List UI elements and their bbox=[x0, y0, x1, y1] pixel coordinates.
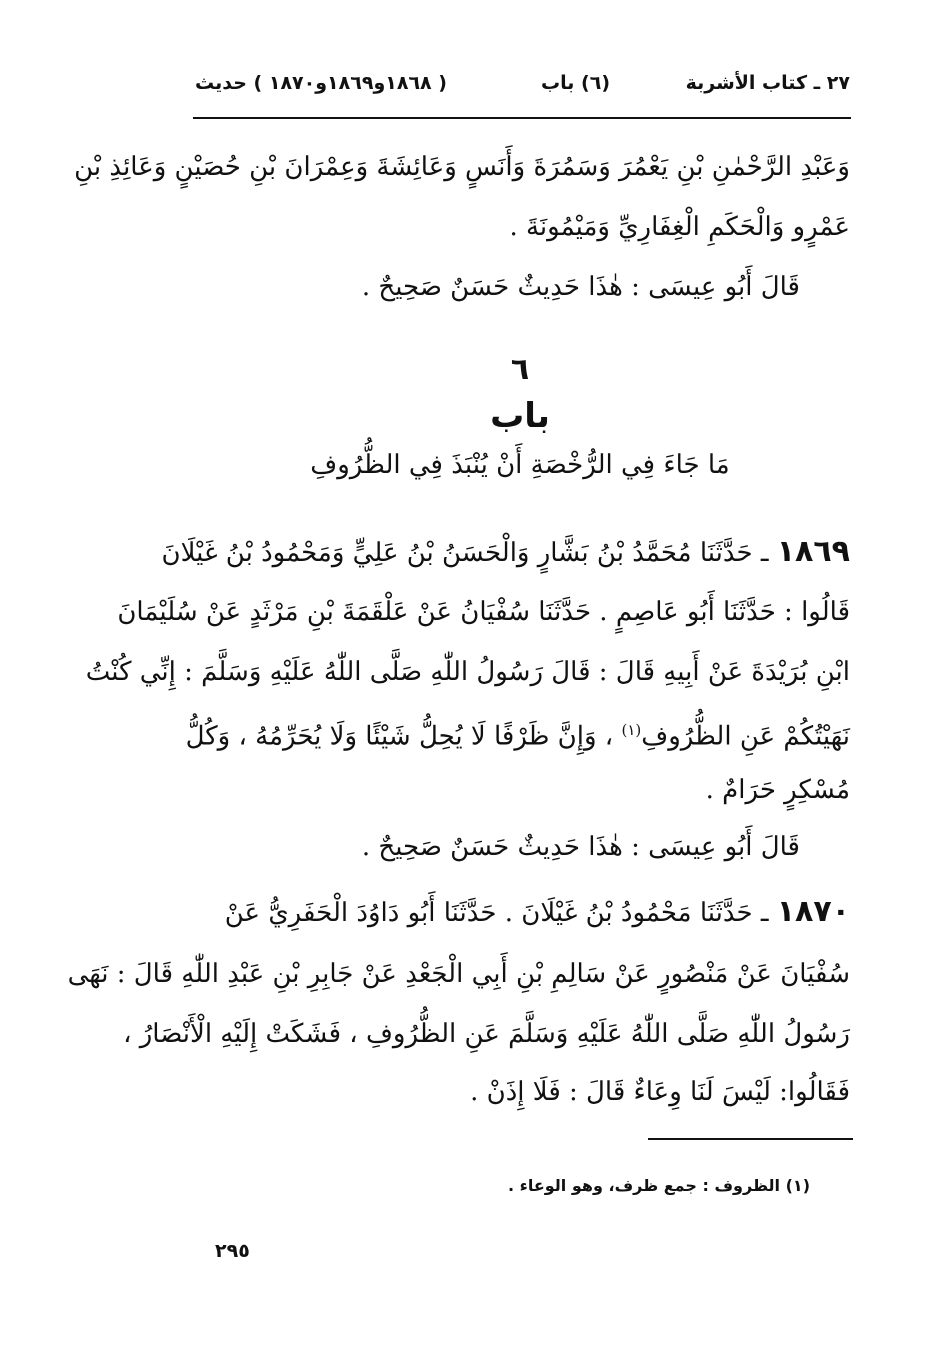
hadith-1869-line-3: ابْنِ بُرَيْدَةَ عَنْ أَبِيهِ قَالَ : قَالَ رَسُولُ اللّٰهِ صَلَّى اللّٰهُ عَلَيْهِ وَسَلَّمَ : إِنِّي كُنْتُ bbox=[85, 657, 850, 687]
running-head-book-title: ٢٧ ـ كتاب الأشربة bbox=[685, 72, 850, 94]
chapter-title: مَا جَاءَ فِي الرُّخْصَةِ أَنْ يُنْبَذَ فِي الظُّرُوفِ bbox=[310, 450, 730, 480]
page-number: ٢٩٥ bbox=[215, 1240, 250, 1262]
footnote: (١) الظروف : جمع ظرف، وهو الوعاء . bbox=[507, 1176, 810, 1195]
running-head-hadith-range: ( ١٨٦٨و١٨٦٩و١٨٧٠ ) حديث bbox=[195, 72, 447, 94]
hadith-1869-line-4 bbox=[185, 713, 850, 754]
hadith-text: ـ حَدَّثَنَا مُحَمَّدُ بْنُ بَشَّارٍ وَالْحَسَنُ بْنُ عَلِيٍّ وَمَحْمُودُ بْنُ غَيْلَانَ bbox=[161, 538, 769, 568]
hadith-text: نَهَيْتُكُمْ عَنِ الظُّرُوفِ bbox=[641, 721, 850, 752]
footnote-divider bbox=[648, 1138, 853, 1140]
hadith-1869-line-1 bbox=[161, 534, 850, 570]
hadith-number: ١٨٧٠ bbox=[776, 894, 850, 929]
hadith-1869-grading: قَالَ أَبُو عِيسَى : هٰذَا حَدِيثٌ حَسَنٌ صَحِيحٌ . bbox=[361, 832, 800, 862]
chapter-heading: باب bbox=[490, 396, 550, 436]
hadith-1870-line-4: فَقَالُوا: لَيْسَ لَنَا وِعَاءٌ قَالَ : فَلَا إِذَنْ . bbox=[470, 1077, 850, 1107]
chapter-number: ٦ bbox=[510, 352, 530, 387]
hadith-1870-line-3: رَسُولُ اللّٰهِ صَلَّى اللّٰهُ عَلَيْهِ وَسَلَّمَ عَنِ الظُّرُوفِ ، فَشَكَتْ إِلَيْهِ الْأَنْصَارُ ، bbox=[123, 1019, 850, 1049]
intro-line-2: عَمْرٍو وَالْحَكَمِ الْغِفَارِيِّ وَمَيْمُونَةَ . bbox=[509, 212, 850, 242]
footnote-reference: (١) bbox=[621, 721, 642, 739]
hadith-1869-line-5: مُسْكِرٍ حَرَامٌ . bbox=[705, 775, 850, 805]
hadith-number: ١٨٦٩ bbox=[776, 534, 850, 569]
hadith-1870-line-1 bbox=[195, 895, 850, 930]
intro-grading: قَالَ أَبُو عِيسَى : هٰذَا حَدِيثٌ حَسَنٌ صَحِيحٌ . bbox=[361, 272, 800, 302]
hadith-text: ، وَإِنَّ ظَرْفًا لَا يُحِلُّ شَيْئًا وَلَا يُحَرِّمُهُ ، وَكُلُّ bbox=[185, 721, 614, 752]
hadith-text: ـ حَدَّثَنَا مَحْمُودُ بْنُ غَيْلَانَ . حَدَّثَنَا أَبُو دَاوُدَ الْحَفَرِيُّ عَنْ bbox=[224, 898, 769, 928]
intro-line-1: وَعَبْدِ الرَّحْمٰنِ بْنِ يَعْمُرَ وَسَمُرَةَ وَأَنَسٍ وَعَائِشَةَ وَعِمْرَانَ بْنِ حُصَيْنٍ وَعَائِذِ بْنِ bbox=[74, 152, 850, 182]
running-head bbox=[195, 72, 850, 108]
running-head-chapter: (٦) باب bbox=[541, 72, 610, 94]
hadith-1870-line-2: سُفْيَانَ عَنْ مَنْصُورٍ عَنْ سَالِمِ بْنِ أَبِي الْجَعْدِ عَنْ جَابِرِ بْنِ عَبْدِ اللّٰهِ قَالَ : نَهَى bbox=[67, 959, 850, 989]
hadith-1869-line-2: قَالُوا : حَدَّثَنَا أَبُو عَاصِمٍ . حَدَّثَنَا سُفْيَانُ عَنْ عَلْقَمَةَ بْنِ مَرْثَدٍ عَنْ سُلَيْمَانَ bbox=[117, 597, 850, 627]
header-divider bbox=[193, 117, 851, 119]
